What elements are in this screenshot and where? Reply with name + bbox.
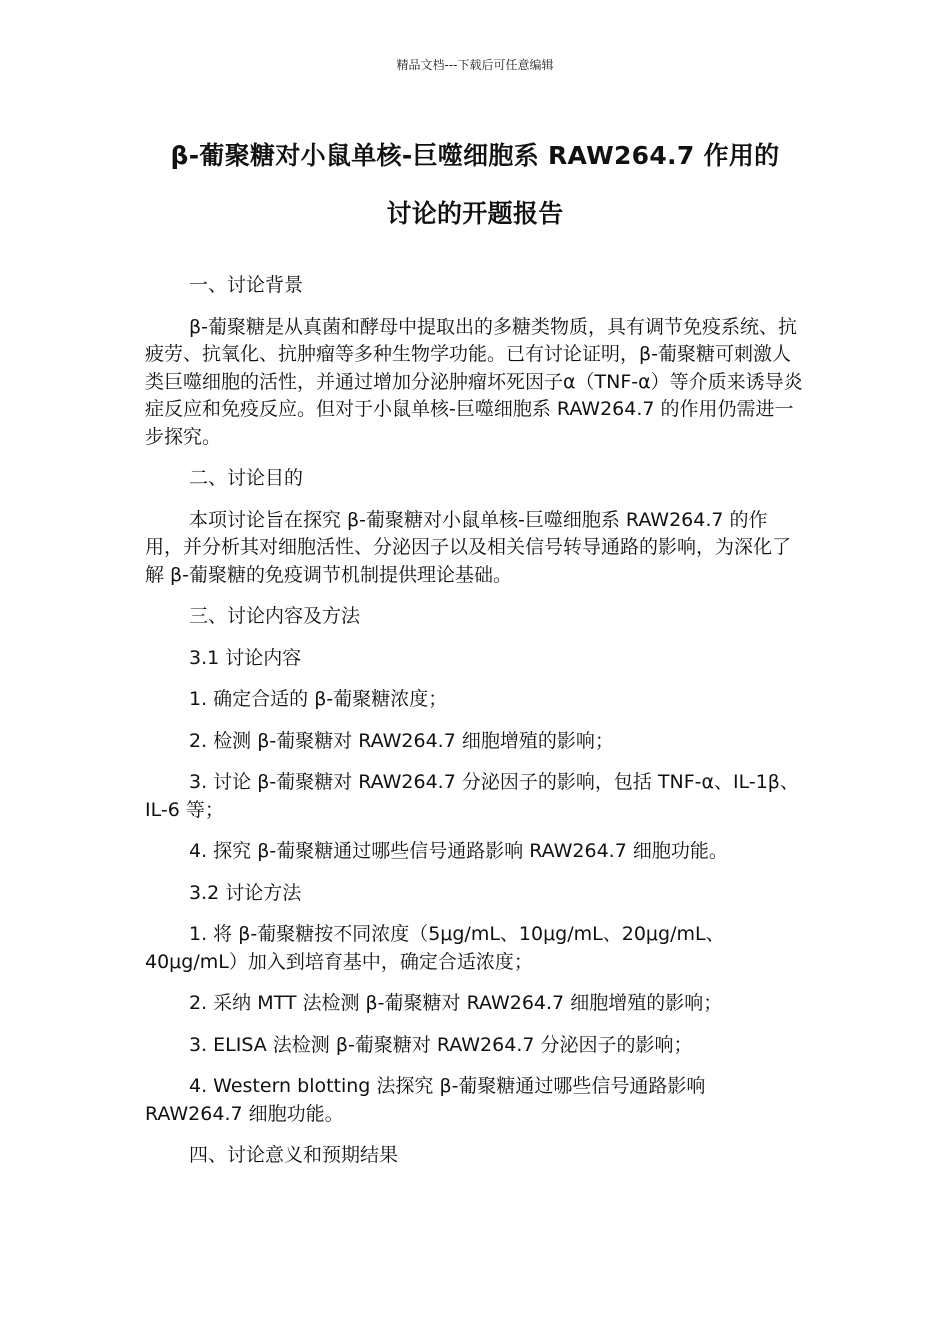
- list-item: 3. 讨论 β-葡聚糖对 RAW264.7 分泌因子的影响，包括 TNF-α、IL-1β、IL-6 等；: [145, 771, 799, 821]
- section-heading-background: 一、讨论背景: [189, 274, 304, 296]
- document-title-line-1: β-葡聚糖对小鼠单核-巨噬细胞系 RAW264.7 作用的: [170, 141, 780, 170]
- section-heading-purpose: 二、讨论目的: [189, 467, 304, 489]
- list-item: 4. 探究 β-葡聚糖通过哪些信号通路影响 RAW264.7 细胞功能。: [189, 840, 728, 862]
- section-heading-significance: 四、讨论意义和预期结果: [189, 1144, 399, 1166]
- list-item: 2. 采纳 MTT 法检测 β-葡聚糖对 RAW264.7 细胞增殖的影响；: [189, 992, 723, 1014]
- list-item: 2. 检测 β-葡聚糖对 RAW264.7 细胞增殖的影响；: [189, 729, 614, 752]
- list-item: 4. Western blotting 法探究 β-葡聚糖通过哪些信号通路影响 RAW264.7 细胞功能。: [145, 1075, 706, 1125]
- header-note: 精品文档---下载后可任意编辑: [396, 58, 554, 72]
- list-item: 3. ELISA 法检测 β-葡聚糖对 RAW264.7 分泌因子的影响；: [189, 1033, 693, 1056]
- paragraph-purpose: 本项讨论旨在探究 β-葡聚糖对小鼠单核-巨噬细胞系 RAW264.7 的作用，并分析其对细胞活性、分泌因子以及相关信号转导通路的影响，为深化了解 β-葡聚糖的免疫调节机制提供理论基础。: [145, 508, 792, 586]
- paragraph-background: β-葡聚糖是从真菌和酵母中提取出的多糖类物质，具有调节免疫系统、抗疲劳、抗氧化、抗肿瘤等多种生物学功能。已有讨论证明，β-葡聚糖可刺激人类巨噬细胞的活性，并通过增加分泌肿瘤坏死因子α（TNF-α）等介质来诱导炎症反应和免疫反应。但对于小鼠单核-巨噬细胞系 RAW264.7 的作用仍需进一步探究。: [145, 315, 803, 448]
- document-title-line-2: 讨论的开题报告: [386, 199, 564, 228]
- subsection-heading-content: 3.1 讨论内容: [189, 646, 302, 669]
- list-item: 1. 确定合适的 β-葡聚糖浓度；: [189, 688, 448, 710]
- list-item: 1. 将 β-葡聚糖按不同浓度（5μg/mL、10μg/mL、20μg/mL、40μg/mL）加入到培育基中，确定合适浓度；: [145, 923, 725, 973]
- subsection-heading-methods: 3.2 讨论方法: [189, 881, 302, 904]
- section-heading-content-methods: 三、讨论内容及方法: [189, 605, 361, 627]
- document-body: [145, 272, 805, 1184]
